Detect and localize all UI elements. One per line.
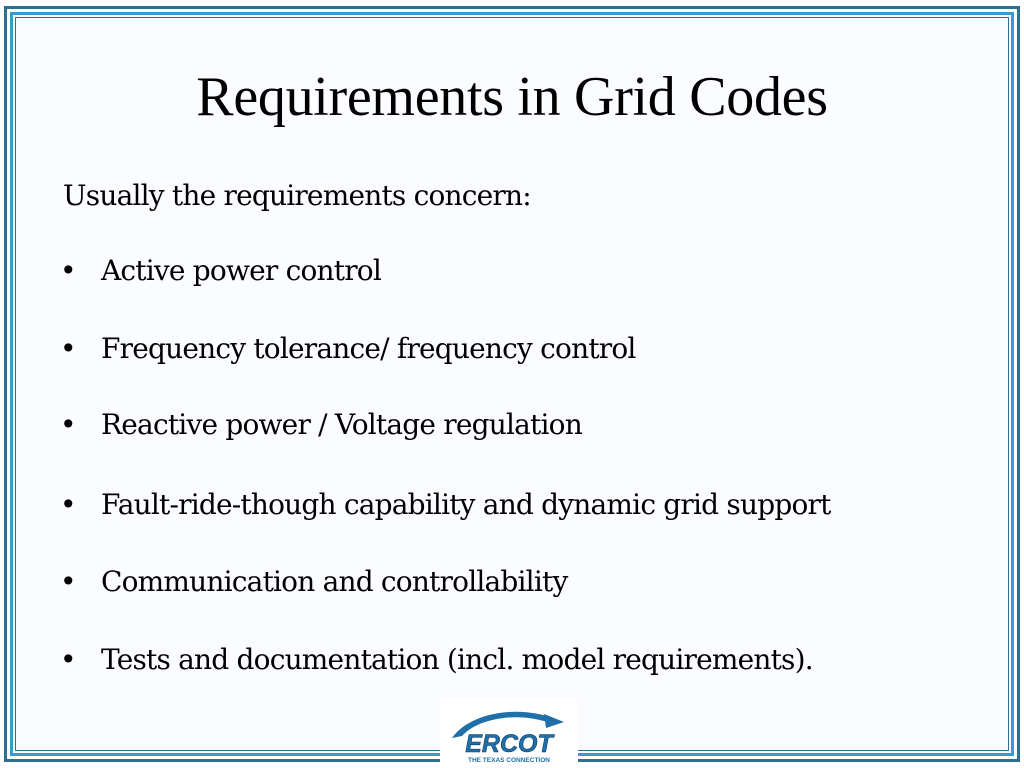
bullet-text: Frequency tolerance/ frequency control: [101, 332, 636, 365]
bullet-text: Reactive power / Voltage regulation: [101, 408, 582, 441]
bullet-dot: •: [60, 643, 76, 676]
bullet-dot: •: [60, 488, 76, 521]
bullet-text: Fault-ride-though capability and dynamic grid support: [101, 488, 831, 521]
bullet-dot: •: [60, 565, 76, 598]
bullet-text: Communication and controllability: [101, 565, 568, 598]
bullet-dot: •: [60, 408, 76, 441]
ercot-logo: [440, 700, 578, 766]
intro-text: Usually the requirements concern:: [63, 179, 531, 212]
bullet-text: Tests and documentation (incl. model requirements).: [101, 643, 813, 676]
svg-text:ERCOT: ERCOT: [465, 730, 553, 758]
bullet-dot: •: [60, 254, 76, 287]
bullet-dot: •: [60, 332, 76, 365]
ercot-logo-icon: [440, 700, 578, 766]
bullet-text: Active power control: [101, 254, 382, 287]
svg-text:THE TEXAS CONNECTION: THE TEXAS CONNECTION: [468, 757, 550, 764]
slide-title: Requirements in Grid Codes: [196, 66, 828, 128]
